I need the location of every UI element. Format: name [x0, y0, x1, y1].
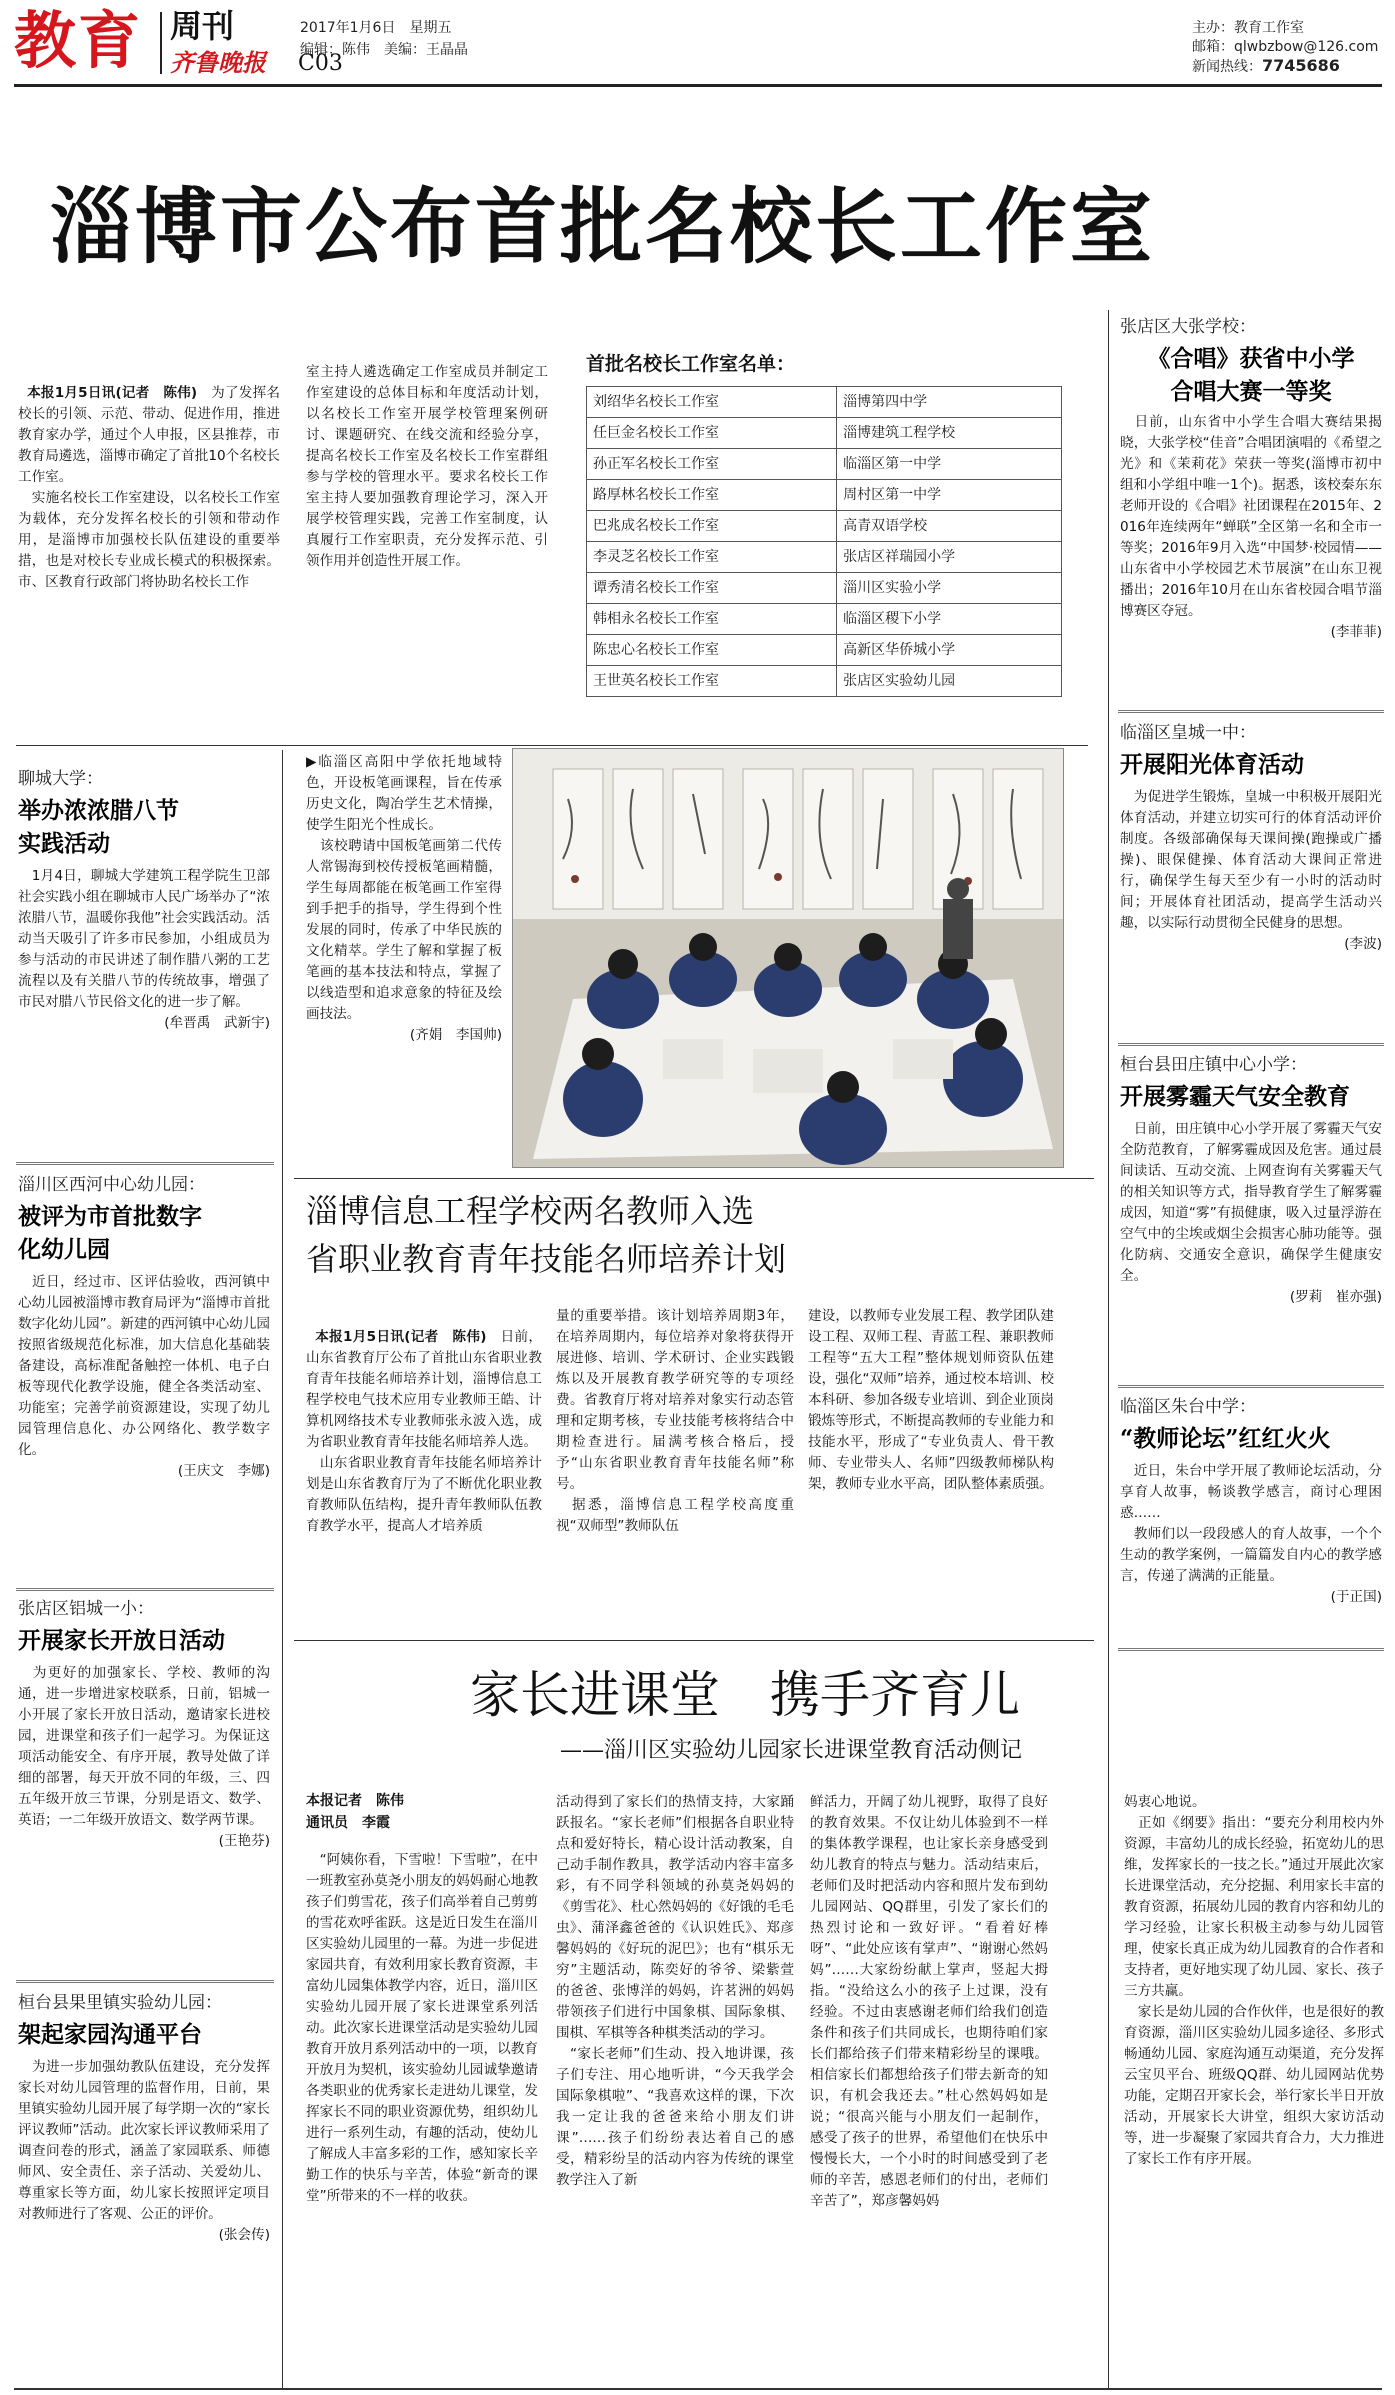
section-name: 教育 [14, 4, 143, 77]
left-s3-label: 张店区铝城一小： [18, 1599, 154, 1619]
article2-text-1: 日前，山东省教育厅公布了首批山东省职业教育青年技能名师培养计划，淄博信息工程学校电气技术应用专业教师王皓、计算机网络技术专业教师张永波入选，成为省职业教育青年技能名师培养人选。 山东省职业教育青年技能名师培养计划是山东省教育厅为了不断优化职业教育教师队伍结构，提升青年教师队伍教育教学水平，提高人才培养质 [306, 1329, 542, 1534]
article2-title-2: 省职业教育青年技能名师培养计划 [306, 1240, 787, 1278]
right-s4-body: 近日，朱台中学开展了教师论坛活动，分享育人故事，畅谈教学感言，商讨心理困惑…… 教师们以一段段感人的育人故事，一个个生动的教学案例，一篇篇发自内心的教学感言，传递了满满的正能量。 [1120, 1463, 1382, 1584]
left-s1-byline: (牟晋禹 武新宇) [164, 1015, 270, 1031]
hotline-number: 7745686 [1262, 56, 1340, 75]
left-s1-title: 举办浓浓腊八节 实践活动 [18, 797, 179, 857]
right-s1-byline: (李菲菲) [1330, 624, 1382, 640]
studio-name-cell: 李灵芝名校长工作室 [587, 542, 837, 573]
left-s3-title: 开展家长开放日活动 [18, 1627, 225, 1654]
studio-name-cell: 王世英名校长工作室 [587, 666, 837, 697]
article3-byline [306, 1790, 536, 1834]
right-s3-body: 日前，田庄镇中心小学开展了雾霾天气安全防范教育，了解雾霾成因及危害。通过晨间读话、互动交流、上网查询有关雾霾天气的相关知识等方式，指导教育学生了解雾霾成因，知道“雾”有损健康，吸入过量浮游在空气中的尘埃或烟尘会损害心肺功能等。强化防病、交通安全意识，确保学生健康安全。 [1120, 1121, 1382, 1284]
article3-col1: “阿姨你看，下雪啦！下雪啦”，在中一班教室孙莫尧小朋友的妈妈耐心地教孩子们剪雪花，孩子们高举着自己剪剪的雪花欢呼雀跃。这是近日发生在淄川区实验幼儿园里的一幕。为进一步促进家园共育，有效利用家长教育资源，丰富幼儿园集体教学内容，近日，淄川区实验幼儿园开展了家长进课堂系列活动。此次家长进课堂活动是实验幼儿园教育开放月系列活动中的一项，以教育开放月为契机，该实验幼儿园诚挚邀请各类职业的优秀家长走进幼儿课堂，发挥家长不同的职业资源优势，组织幼儿进行一系列生动，有趣的活动，使幼儿了解成人丰富多彩的工作，感知家长辛勤工作的快乐与辛苦，体验“新奇的课堂”所带来的不一样的收获。 [306, 1852, 538, 2204]
left-col-story-3 [18, 1596, 270, 1852]
right-s3-byline: (罗莉 崔亦强) [1289, 1289, 1382, 1305]
school-name-cell: 临淄区稷下小学 [837, 604, 1062, 635]
left-col-story-4 [18, 1990, 270, 2246]
left-s3-byline: (王艳芬) [218, 1833, 270, 1849]
right-s3-label: 桓台县田庄镇中心小学： [1120, 1055, 1307, 1075]
school-list-row [587, 542, 1062, 573]
article3-byline-reporter: 本报记者 陈伟 [306, 1793, 404, 1809]
right-s4-title: “教师论坛”红红火火 [1120, 1425, 1331, 1452]
school-list-row [587, 635, 1062, 666]
article3-col2: 活动得到了家长们的热情支持，大家踊跃报名。“家长老师”们根据各自职业特点和爱好特长，精心设计活动教案，自己动手制作教具，教学活动内容丰富多彩，有不同学科领域的孙莫尧妈妈的《剪雪花》、杜心然妈妈的《好饿的毛毛虫》、蒲泽鑫爸爸的《认识姓氏》、郑彦馨妈妈的《好玩的泥巴》；也有“棋乐无穷”主题活动，陈奕好的爷爷、梁紫萱的爸爸、张博洋的妈妈，许茗洲的妈妈带领孩子们进行中国象棋、国际象棋、围棋、军棋等各种棋类活动的学习。 “家长老师”们生动、投入地讲课，孩子们专注、用心地听讲，“今天我学会国际象棋啦”、“我喜欢这样的课，下次我一定让我的爸爸来给小朋友们讲课”……孩子们纷纷表达着自己的感受，精彩纷呈的活动内容为传统的课堂教学注入了新 [556, 1794, 794, 2188]
right-s1-label: 张店区大张学校： [1120, 317, 1256, 337]
host-info: 主办：教育工作室 [1192, 20, 1304, 36]
right-col-story-4 [1120, 1394, 1382, 1608]
left-s2-label: 淄川区西河中心幼儿园： [18, 1175, 205, 1195]
studio-name-cell: 韩相永名校长工作室 [587, 604, 837, 635]
editor-credit: 编辑：陈伟 美编：王晶晶 [300, 42, 468, 58]
school-name-cell: 淄博第四中学 [837, 387, 1062, 418]
left-s2-body: 近日，经过市、区评估验收，西河镇中心幼儿园被淄博市教育局评为“淄博市首批数字化幼儿园”。新建的西河镇中心幼儿园按照省级规范化标准，加大信息化基础装备建设，高标准配备触控一体机、电子白板等现代化教学设施，健全各类活动室、功能室；完善学前资源建设，实现了幼儿园管理信息化、办公网络化、教学数字化。 [18, 1274, 270, 1458]
right-s2-label: 临淄区皇城一中： [1120, 723, 1256, 743]
main-headline: 淄博市公布首批名校长工作室 [50, 180, 1156, 275]
right-s4-label: 临淄区朱台中学： [1120, 1397, 1256, 1417]
classroom-photo-illustration [513, 749, 1064, 1168]
left-s4-label: 桓台县果里镇实验幼儿园： [18, 1993, 222, 2013]
lead-byline: 本报1月5日讯(记者 陈伟) [27, 385, 198, 401]
school-list-table [586, 386, 1062, 697]
photo-story [306, 752, 502, 1046]
left-s2-byline: (王庆文 李娜) [177, 1463, 270, 1479]
school-list-title: 首批名校长工作室名单： [586, 353, 796, 375]
school-name-cell: 周村区第一中学 [837, 480, 1062, 511]
left-s4-byline: (张会传) [218, 2227, 270, 2243]
right-s4-byline: (于正国) [1330, 1589, 1382, 1605]
left-s3-body: 为更好的加强家长、学校、教师的沟通，进一步增进家校联系，日前，铝城一小开展了家长开放日活动，邀请家长进校园，进课堂和孩子们一起学习。为保证这项活动能安全、有序开展，教导处做了详细的部署，每天开放不同的年级，三、四五年级开放三节课，分别是语文、数学、英语；一二年级开放语文、数学两节课。 [18, 1665, 270, 1828]
article3-subtitle: ——淄川区实验幼儿园家长进课堂教育活动侧记 [560, 1738, 1023, 1763]
article2-col3: 建设，以教师专业发展工程、教学团队建设工程、双师工程、青蓝工程、兼职教师工程等“五大工程”整体规划师资队伍建设，强化“双师”培养，通过校本培训、校本科研、参加各级专业培训、到企业顶岗锻炼等形式，不断提高教师的专业能力和技能水平，形成了“专业负责人、骨干教师、专业带头人、名师”四级教师梯队构架，教师专业水平高，团队整体素质强。 [808, 1308, 1054, 1492]
right-s3-title: 开展雾霾天气安全教育 [1120, 1083, 1350, 1110]
school-name-cell: 临淄区第一中学 [837, 449, 1062, 480]
lead-article-col2: 室主持人遴选确定工作室成员并制定工作室建设的总体目标和年度活动计划，以名校长工作室开展学校管理案例研讨、课题研究、在线交流和经验分享，提高名校长工作室及名校长工作室群组参与学校的管理水平。要求名校长工作室主持人要加强教育理论学习，深入开展学校管理实践，完善工作室制度，认真履行工作室职责，充分发挥示范、引领作用并创造性开展工作。 [306, 364, 548, 569]
right-s1-title: 《合唱》获省中小学 合唱大赛一等奖 [1147, 345, 1355, 405]
school-name-cell: 淄川区实验小学 [837, 573, 1062, 604]
article3-title: 家长进课堂 携手齐育儿 [470, 1666, 1020, 1724]
article3-col3: 鲜活力，开阔了幼儿视野，取得了良好的教育效果。不仅让幼儿体验到不一样的集体教学课程，也让家长亲身感受到幼儿教育的特点与魅力。活动结束后，老师们及时把活动内容和照片发布到幼儿园网站、QQ群里，引发了家长们的热烈讨论和一致好评。“看着好棒呀”、“此处应该有掌声”、“谢谢心然妈妈”……大家纷纷献上掌声，竖起大拇指。“没给这么小的孩子上过课，没有经验。不过由衷感谢老师们给我们创造条件和孩子们共同成长，也期待咱们家长们都给孩子们带来精彩纷呈的课哦。相信家长们都想给孩子们带去新奇的知识，有机会我还去。”杜心然妈妈如是说；“很高兴能与小朋友们一起制作，感受了孩子的世界，希望他们在快乐中慢慢长大，一个小时的时间感受到了老师的辛苦，感恩老师们的付出，老师们辛苦了”，郑彦馨妈妈 [810, 1794, 1048, 2209]
studio-name-cell: 巴兆成名校长工作室 [587, 511, 837, 542]
page-number: C03 [298, 51, 343, 76]
hotline-info [1192, 56, 1340, 77]
left-s2-title: 被评为市首批数字 化幼儿园 [18, 1203, 202, 1263]
article3-col4: 妈衷心地说。 正如《纲要》指出：“要充分利用校内外资源，丰富幼儿的成长经验，拓宽幼儿的思维，发挥家长的一技之长。”通过开展此次家长进课堂活动，充分挖掘、利用家长丰富的教育资源，拓展幼儿园的教育内容和幼儿的学习经验，让家长积极主动参与幼儿园管理，使家长真正成为幼儿园教育的合作者和支持者，更好地实现了幼儿园、家长、孩子三方共赢。 家长是幼儿园的合作伙伴，也是很好的教育资源，淄川区实验幼儿园多途径、多形式畅通幼儿园、家庭沟通互动渠道，充分发挥云宝贝平台、班级QQ群、幼儿园网站优势功能，定期召开家长会，举行家长半日开放活动，开展家长大讲堂，组织大家访活动等，进一步凝聚了家园共育合力，大力推进了家长工作有序开展。 [1124, 1794, 1384, 2167]
left-s4-title: 架起家园沟通平台 [18, 2021, 202, 2048]
school-list-row [587, 511, 1062, 542]
hotline-label: 新闻热线： [1192, 59, 1262, 75]
photo-story-body: ▶临淄区高阳中学依托地域特色，开设板笔画课程，旨在传承历史文化，陶冶学生艺术情操，使学生阳光个性成长。 该校聘请中国板笔画第二代传人常锡海到校传授板笔画精髓，学生每周都能在板笔画工作室得到手把手的指导，学生得到个性发展的同时，传承了中华民族的文化精萃。学生了解和掌握了板笔画的基本技法和特点，掌握了以线造型和追求意象的特征及绘画技法。 [306, 754, 502, 1022]
school-list-row [587, 449, 1062, 480]
studio-name-cell: 陈忠心名校长工作室 [587, 635, 837, 666]
right-col-story-3 [1120, 1052, 1382, 1308]
left-col-story-1 [18, 766, 270, 1034]
article2-byline: 本报1月5日讯(记者 陈伟) [315, 1329, 487, 1345]
school-name-cell: 张店区实验幼儿园 [837, 666, 1062, 697]
school-list-row [587, 666, 1062, 697]
left-s4-body: 为进一步加强幼教队伍建设，充分发挥家长对幼儿园管理的监督作用，日前，果里镇实验幼儿园开展了每学期一次的“家长评议教师”活动。此次家长评议教师采用了调查问卷的形式，涵盖了家园联系、师德师风、安全责任、亲子活动、关爱幼儿、尊重家长等方面，幼儿家长按照评定项目对教师进行了客观、公正的评价。 [18, 2059, 270, 2222]
classroom-photo [512, 748, 1064, 1168]
paper-logo: 齐鲁晚报 [170, 48, 266, 77]
school-list-row [587, 387, 1062, 418]
lead-text-1: 为了发挥名校长的引领、示范、带动、促进作用，推进教育家办学，通过个人申报，区县推荐，市教育局遴选，淄博市确定了首批10个名校长工作室。 实施名校长工作室建设，以名校长工作室为载体，充分发挥名校长的引领和带动作用，是淄博市加强校长队伍建设的重要举措，也是对校长专业成长模式的积极探索。市、区教育行政部门将协助名校长工作 [18, 385, 281, 590]
photo-story-byline: (齐娟 李国帅) [409, 1027, 502, 1043]
studio-name-cell: 孙正军名校长工作室 [587, 449, 837, 480]
right-col-story-2 [1120, 720, 1382, 955]
right-s1-body: 日前，山东省中小学生合唱大赛结果揭晓，大张学校“佳音”合唱团演唱的《希望之光》和《茉莉花》荣获一等奖(淄博市初中组和小学组中唯一1个)。据悉，该校秦东东老师开设的《合唱》社团课程在2015年、2016年连续两年“蝉联”全区第一名和全市一等奖；2016年9月入选“中国梦·校园情——山东省中小学校园艺术节展演”在山东卫视播出；2016年10月在山东省校园合唱节淄博赛区夺冠。 [1120, 414, 1382, 619]
school-list [586, 350, 1066, 697]
right-s2-body: 为促进学生锻炼，皇城一中积极开展阳光体育活动，并建立切实可行的体育活动评价制度。各级部确保每天课间操(跑操或广播操)、眼保健操、体育活动大课间正常进行，确保学生每天至少有一小时的活动时间；开展体育社团活动，提高学生活动兴趣，以实际行动贯彻全民健身的思想。 [1120, 789, 1382, 931]
left-s1-label: 聊城大学： [18, 769, 103, 789]
article2-title-1: 淄博信息工程学校两名教师入选 [306, 1192, 755, 1230]
school-list-row [587, 418, 1062, 449]
studio-name-cell: 谭秀清名校长工作室 [587, 573, 837, 604]
article2-col1 [306, 1306, 542, 1537]
school-list-row [587, 573, 1062, 604]
right-col-story-1 [1120, 314, 1382, 643]
school-list-row [587, 604, 1062, 635]
school-name-cell: 张店区祥瑞园小学 [837, 542, 1062, 573]
school-name-cell: 高新区华侨城小学 [837, 635, 1062, 666]
school-name-cell: 淄博建筑工程学校 [837, 418, 1062, 449]
studio-name-cell: 路厚林名校长工作室 [587, 480, 837, 511]
right-s2-title: 开展阳光体育活动 [1120, 751, 1304, 778]
left-s1-body: 1月4日，聊城大学建筑工程学院生卫部社会实践小组在聊城市人民广场举办了“浓浓腊八节，温暖你我他”社会实践活动。活动当天吸引了许多市民参加，小组成员为参与活动的市民讲述了制作腊八粥的工艺流程以及有关腊八节的传统故事，增强了市民对腊八节民俗文化的进一步了解。 [18, 868, 270, 1010]
lead-article-col1 [18, 362, 280, 593]
article2-col2: 量的重要举措。该计划培养周期3年，在培养周期内，每位培养对象将获得开展进修、培训、学术研讨、企业实践锻炼以及开展教育教学研究等的专项经费。省教育厅将对培养对象实行动态管理和定期考核，专业技能考核将结合中期检查进行。届满考核合格后，授予“山东省职业教育青年技能名师”称号。 据悉，淄博信息工程学校高度重视“双师型”教师队伍 [556, 1308, 794, 1534]
school-list-row [587, 480, 1062, 511]
masthead [0, 0, 1395, 84]
left-col-story-2 [18, 1172, 270, 1482]
school-name-cell: 高青双语学校 [837, 511, 1062, 542]
issue-date: 2017年1月6日 星期五 [300, 20, 452, 36]
email-info: 邮箱：qlwbzbow@126.com [1192, 39, 1379, 55]
studio-name-cell: 任巨金名校长工作室 [587, 418, 837, 449]
article3-byline-correspondent: 通讯员 李霞 [306, 1815, 390, 1831]
weekly-label: 周刊 [170, 7, 235, 45]
right-s2-byline: (李波) [1344, 936, 1382, 952]
studio-name-cell: 刘绍华名校长工作室 [587, 387, 837, 418]
